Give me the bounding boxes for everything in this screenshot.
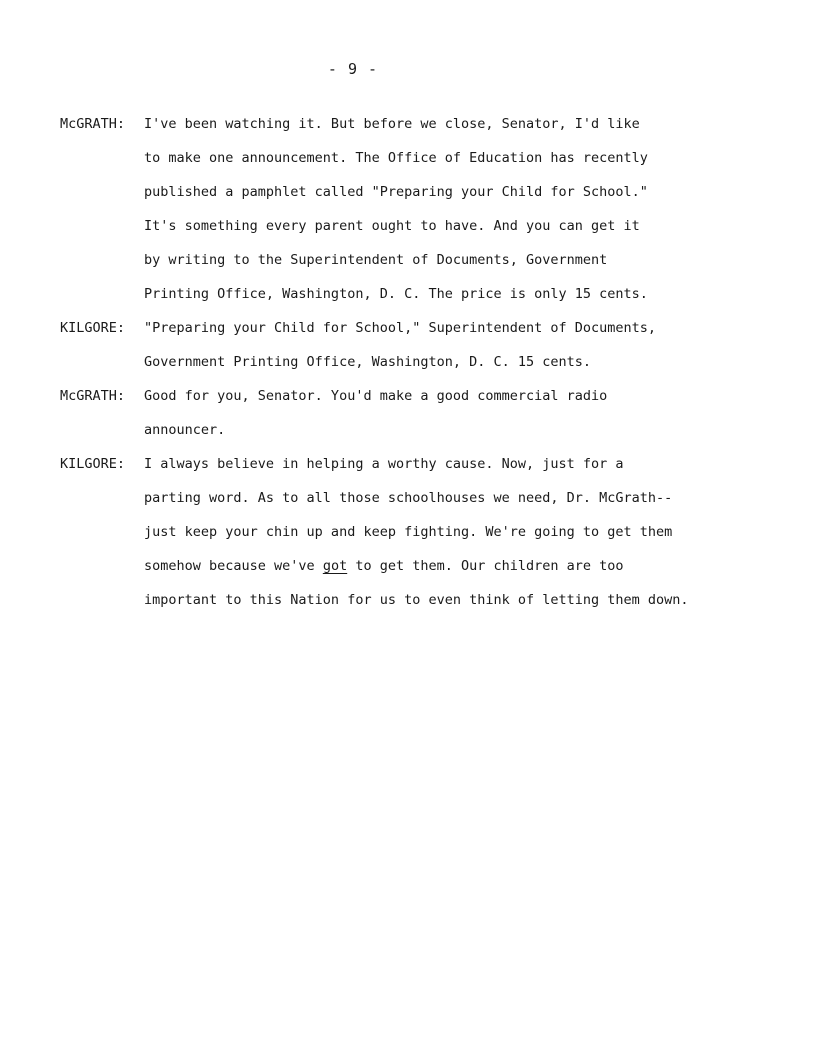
text-line: Printing Office, Washington, D. C. The price is only 15 cents. <box>144 286 648 302</box>
text-line: announcer. <box>144 422 226 438</box>
text-line: Good for you, Senator. You'd make a good commercial radio <box>144 388 608 404</box>
text-segment: to get them. Our children are too <box>347 558 624 574</box>
speech-text <box>144 379 607 447</box>
text-line: by writing to the Superintendent of Documents, Government <box>144 252 608 268</box>
text-line: Government Printing Office, Washington, D. C. 15 cents. <box>144 354 592 370</box>
speech-text <box>144 311 656 379</box>
text-line: I've been watching it. But before we close, Senator, I'd like <box>144 116 640 132</box>
text-line: I always believe in helping a worthy cause. Now, just for a <box>144 456 624 472</box>
speech-text <box>144 447 689 617</box>
text-line: parting word. As to all those schoolhouses we need, Dr. McGrath-- <box>144 490 673 506</box>
text-segment: just keep your chin up and keep fighting. We're going to get them <box>144 524 673 540</box>
text-line: important to this Nation for us to even think of letting them down. <box>144 592 689 608</box>
speaker-label: KILGORE: <box>60 456 126 472</box>
text-line: It's something every parent ought to have. And you can get it <box>144 218 640 234</box>
underlined-word: got <box>322 558 348 574</box>
speaker-label: McGRATH: <box>60 116 126 132</box>
speaker-label: McGRATH: <box>60 388 126 404</box>
text-line: published a pamphlet called "Preparing your Child for School." <box>144 184 648 200</box>
text-segment: somehow because we've <box>144 558 323 574</box>
speech-text <box>144 107 648 311</box>
text-line <box>144 549 689 583</box>
speaker-label: KILGORE: <box>60 320 126 336</box>
page-number: - 9 - <box>327 60 379 78</box>
text-line <box>144 515 689 549</box>
text-line: to make one announcement. The Office of Education has recently <box>144 150 648 166</box>
text-line: "Preparing your Child for School," Superintendent of Documents, <box>144 320 657 336</box>
